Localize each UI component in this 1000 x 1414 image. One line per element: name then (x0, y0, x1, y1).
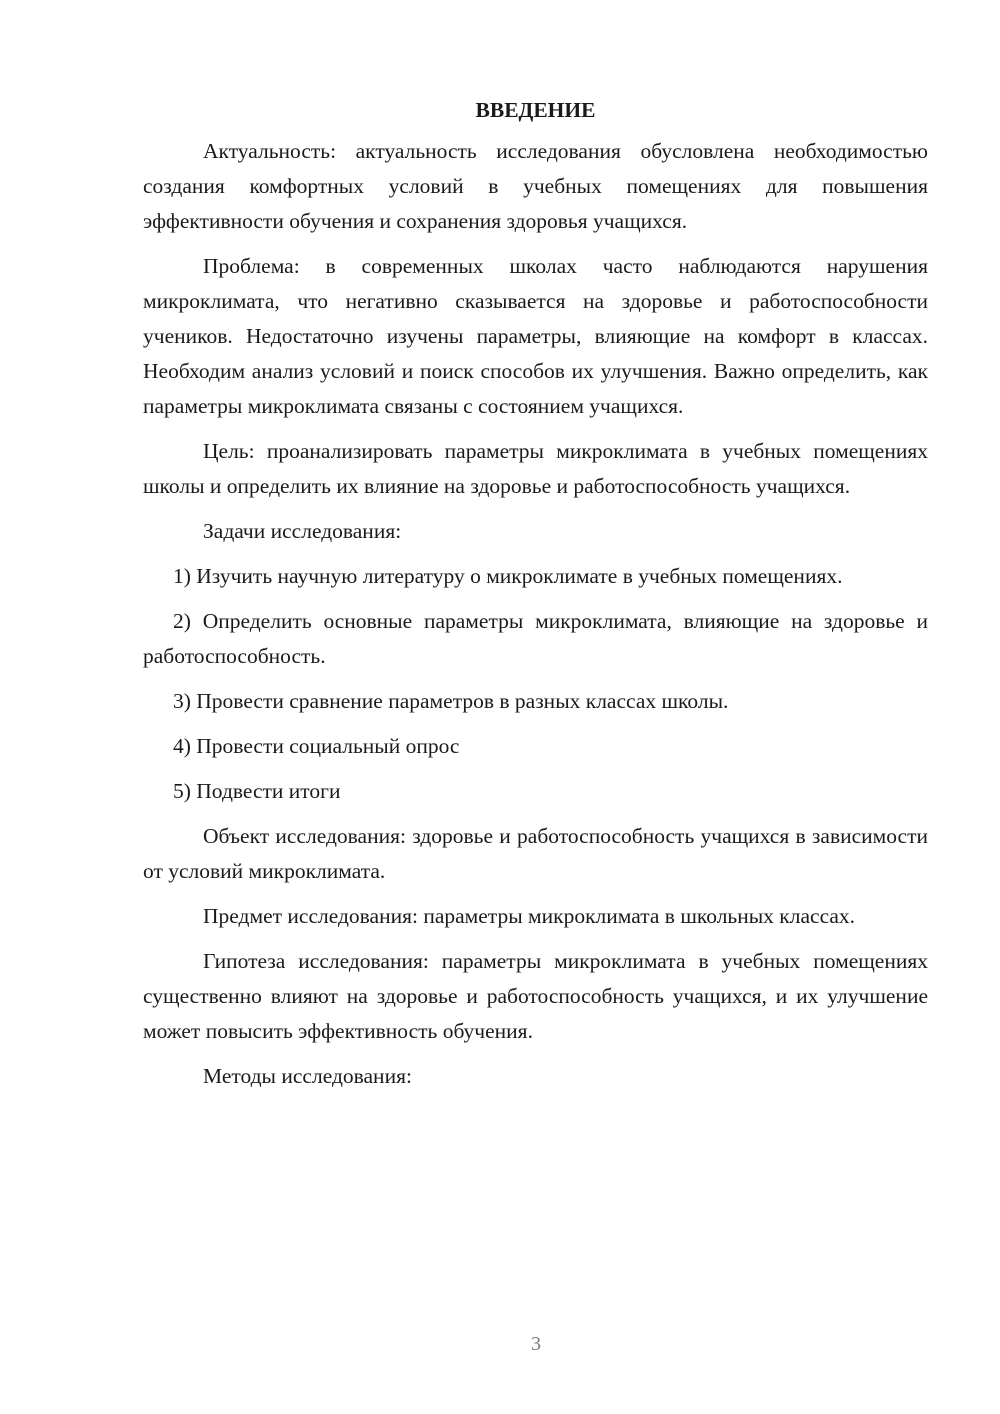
paragraph-relevance: Актуальность: актуальность исследования обусловлена необходимостью создания комфортных условий в учебных помещениях для повышения эффективности обучения и сохранения здоровья учащихся. (143, 139, 928, 233)
methods-heading: Методы исследования: (203, 1064, 412, 1088)
page-number: 3 (531, 1333, 541, 1355)
tasks-list (143, 559, 928, 809)
page-content (143, 92, 928, 1104)
list-item: 2) Определить основные параметры микроклимата, влияющие на здоровье и работоспособность. (143, 609, 928, 668)
paragraph-hypothesis: Гипотеза исследования: параметры микроклимата в учебных помещениях существенно влияют на здоровье и работоспособность учащихся, и их улучшение может повысить эффективность обучения. (143, 949, 928, 1043)
list-item: 1) Изучить научную литературу о микроклимате в учебных помещениях. (173, 564, 843, 588)
list-item: 3) Провести сравнение параметров в разных классах школы. (173, 689, 729, 713)
paragraph-subject: Предмет исследования: параметры микроклимата в школьных классах. (203, 904, 856, 928)
tasks-heading: Задачи исследования: (203, 519, 402, 543)
paragraph-problem: Проблема: в современных школах часто наблюдаются нарушения микроклимата, что негативно сказывается на здоровье и работоспособности учеников. Недостаточно изучены параметры, влияющие на комфорт в классах. Необходим анализ условий и поиск способов их улучшения. Важно определить, как параметры микроклимата связаны с состоянием учащихся. (143, 254, 928, 418)
paragraph-object: Объект исследования: здоровье и работоспособность учащихся в зависимости от условий микроклимата. (143, 824, 928, 883)
page-title: ВВЕДЕНИЕ (475, 98, 596, 122)
paragraph-goal: Цель: проанализировать параметры микроклимата в учебных помещениях школы и определить их влияние на здоровье и работоспособность учащихся. (143, 439, 928, 498)
list-item: 4) Провести социальный опрос (173, 734, 460, 758)
list-item: 5) Подвести итоги (173, 779, 341, 803)
